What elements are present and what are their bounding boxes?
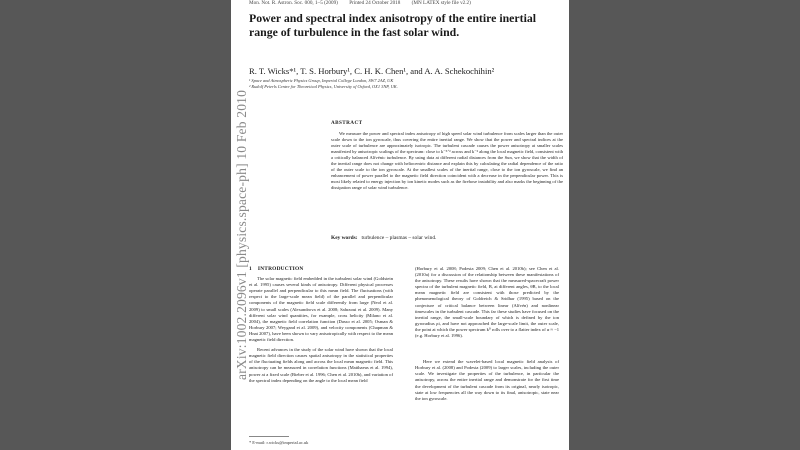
keywords-label: Key words: [331, 235, 358, 241]
running-head [249, 0, 481, 6]
abstract-text: We measure the power and spectral index anisotropy of high speed solar wind turbulence from scales larger than the outer scale down to the ion gyroscale, thus covering the entire inertial range. We show that the power and spectral indices at the outer scale of turbulence are approximately isotropic. The turbulent cascade causes the power anisotropy at smaller scales manifested by anisotropic scalings of the spectrum: close to k⁻⁵ᐟ³ across and k⁻² along the local magnetic field, consistent with a critically balanced Alfvénic turbulence. By using data at different radial distances from the Sun, we show that the width of the inertial range does not change with heliocentric distance and explain this by calculating the radial dependence of the ratio of the outer scale to the ion gyroscale. At the smallest scales of the inertial range, close to the ion gyroscale, we find an enhancement of power parallel to the magnetic field direction coincident with a decrease in the perpendicular power. This is most likely related to energy injection by ion kinetic modes such as the firehose instability and also marks the beginning of the dissipation range of solar wind turbulence. [331, 131, 563, 191]
section-number: 1 [249, 266, 252, 272]
right-column [415, 266, 559, 406]
footnote-email: * E-mail: r.wicks@imperial.ac.uk [249, 440, 309, 445]
arxiv-identifier-stamp[interactable]: arXiv:1002.2096v1 [physics.space-ph] 10 Feb 2010 [234, 89, 249, 380]
journal-reference: Mon. Not. R. Astron. Soc. 000, 1–5 (2009) [249, 0, 338, 6]
print-date: Printed 24 October 2018 [349, 0, 401, 6]
footnote-rule [249, 436, 289, 437]
section-title: INTRODUCTION [257, 266, 304, 272]
paper-title: Power and spectral index anisotropy of the entire inertial range of turbulence in the fast solar wind. [249, 11, 537, 39]
affiliation-2: ² Rudolf Peierls Centre for Theoretical Physics, University of Oxford, OX1 3NP, UK. [249, 84, 398, 89]
keywords [331, 235, 563, 241]
intro-paragraph-2: Recent advances in the study of the solar wind have shown that the local magnetic field direction causes spatial anisotropy in the statistical properties of the fluctuating fields along and across the local mean magnetic field. This anisotropy can be measured in correlation functions (Matthaeus et al. 1994), power at a fixed scale (Bieber et al. 1996; Chen et al. 2010b), and variation of the spectral index depending on the angle to the local mean field [249, 347, 393, 383]
left-column [249, 266, 393, 388]
intro-paragraph-4: Here we extend the wavelet-based local magnetic field analysis of Horbury et al. (2008) and Podesta (2009) to larger scales, including the outer scale. We investigate the properties of the turbulence, in particular the anisotropy, across the entire inertial range and demonstrate for the first time the development of the turbulent cascade from its original, nearly isotropic, state at low frequencies all the way down to its final, anisotropic, state near the ion gyroscale. [415, 359, 559, 401]
paper-page [231, 0, 569, 450]
style-file-note: (MN LATEX style file v2.2) [411, 0, 471, 6]
section-heading [249, 266, 393, 272]
intro-paragraph-3: (Horbury et al. 2008; Podesta 2009; Chen et al. 2010b); see Chen et al. (2010a) for a discussion of the relationship between these manifestations of the anisotropy. These results have shown that the measured-spacecraft power spectra of the turbulent magnetic field, B, at different angles, θB, to the local mean magnetic field are consistent with those predicted by the phenomenological theory of Goldreich & Sridhar (1995) based on the conjecture of critical balance between linear (Alfvén) and nonlinear timescales in the turbulent cascade. This far these studies have focused on the inertial range, the small-scale boundary of which is defined by the ion gyroradius ρi, and have not approached the large-scale limit, the outer scale, the point at which the power spectrum k⁰ rolls over to a flatter index of α ≈ −1 (e.g. Horbury et al. 1996). [415, 266, 559, 339]
affiliation-1: ¹ Space and Atmospheric Physics Group, Imperial College London, SW7 2AZ, UK [249, 78, 394, 83]
keywords-text: turbulence – plasmas – solar wind. [361, 235, 437, 241]
author-list: R. T. Wicks*¹, T. S. Horbury¹, C. H. K. Chen¹, and A. A. Schekochihin² [249, 66, 495, 76]
abstract-heading: ABSTRACT [331, 120, 363, 126]
intro-paragraph-1: The solar magnetic field embedded in the turbulent solar wind (Goldstein et al. 1995) causes several kinds of anisotropy. Different physical processes operate parallel and perpendicular to this mean field. The fluctuations (with respect to the large-scale mean field) of the parallel and perpendicular components of the magnetic field scale differently from large (Neol et al. 2009) to small scales (Alexandrova et al. 2008; Sahraoui et al. 2009). Many different solar wind quantities, for example, cross helicity (Milano et al. 2004), the magnetic field correlation function (Dasso et al. 2005; Osman & Horbury 2007; Weygand et al. 2009), and velocity components (Chapman & Hnat 2007), have been shown to vary anisotropically with respect to the mean magnetic field direction. [249, 276, 393, 343]
